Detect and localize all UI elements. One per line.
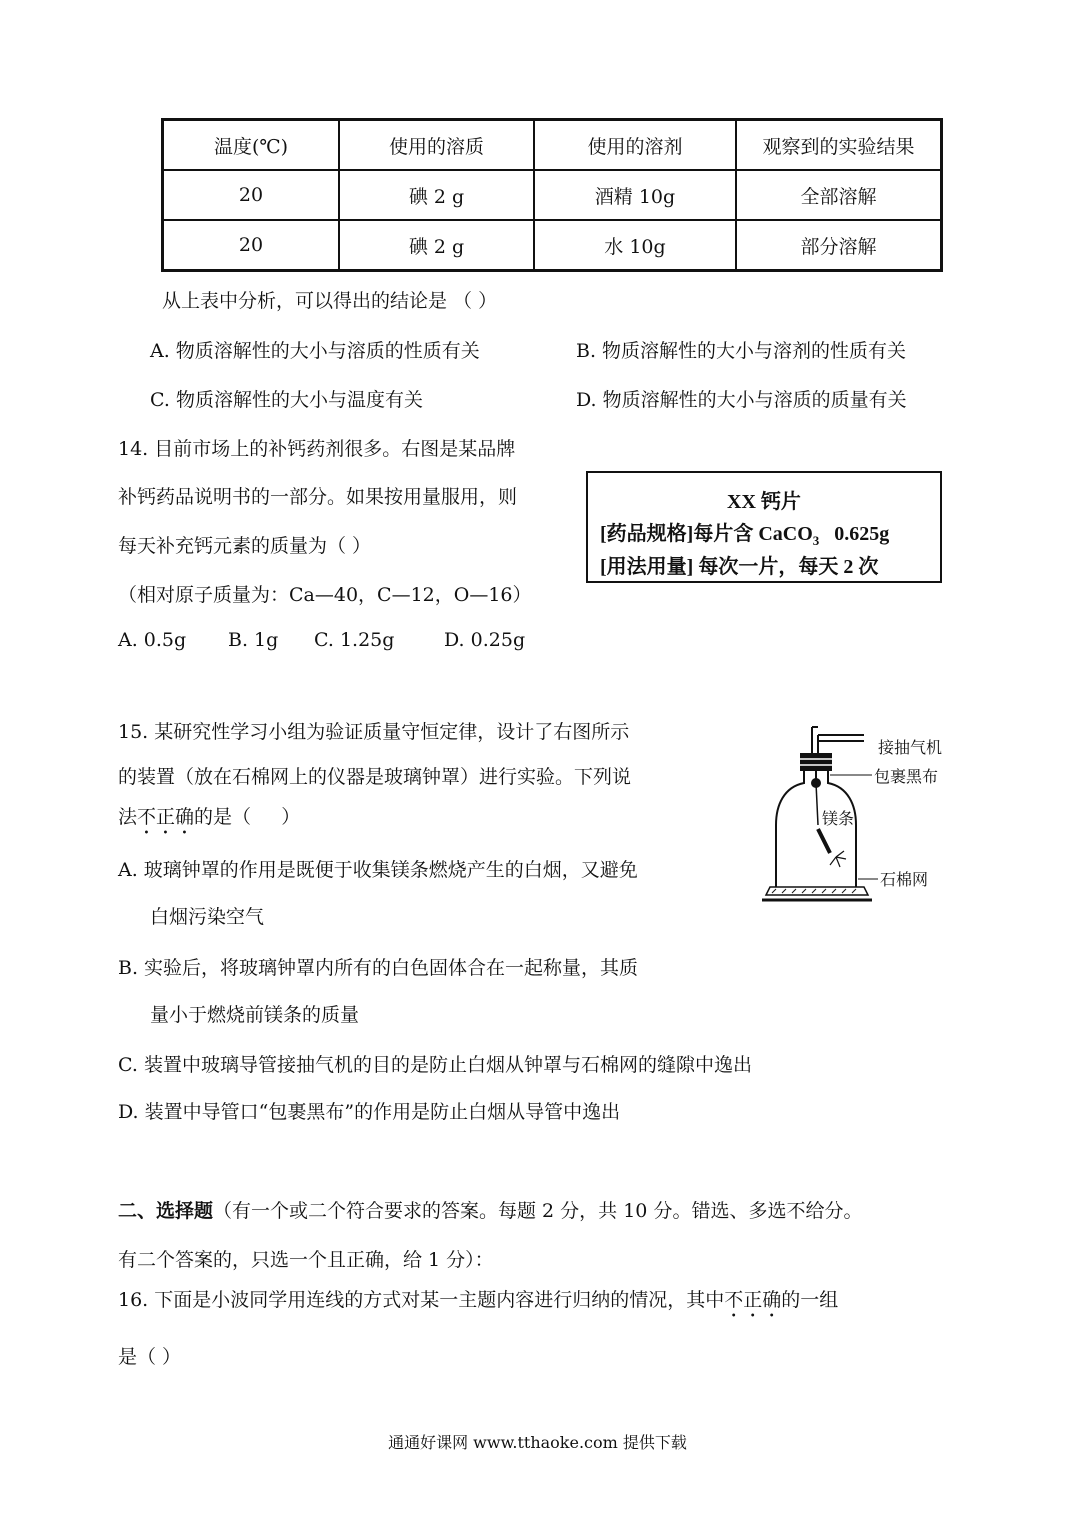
q15-option-d: D. 装置中导管口“包裹黑布”的作用是防止白烟从导管中逸出 bbox=[118, 1101, 621, 1123]
label-mesh: 石棉网 bbox=[880, 870, 929, 889]
section2-line1 bbox=[118, 1196, 862, 1223]
label-cloth: 包裹黑布 bbox=[874, 767, 939, 786]
solubility-table bbox=[161, 118, 943, 272]
table-cell: 碘 2 g bbox=[339, 170, 534, 220]
stopper-shape bbox=[800, 753, 832, 771]
table-row bbox=[163, 220, 942, 271]
asbestos-mesh-shape bbox=[766, 887, 868, 895]
q13-option-b: B. 物质溶解性的大小与溶剂的性质有关 bbox=[576, 340, 907, 362]
label-usage: [用法用量] 每次一片，每天 2 次 bbox=[600, 556, 879, 578]
table-row bbox=[163, 170, 942, 220]
q15-option-a-line2: 白烟污染空气 bbox=[150, 906, 265, 928]
apparatus-figure bbox=[760, 725, 960, 910]
table-header-row bbox=[163, 120, 942, 171]
table-header-cell: 观察到的实验结果 bbox=[736, 120, 942, 171]
section2-desc: （有一个或二个符合要求的答案。每题 2 分，共 10 分。错选、多选不给分。 bbox=[213, 1200, 863, 1222]
table-cell: 酒精 10g bbox=[534, 170, 736, 220]
q14-line3: 每天补充钙元素的质量为（ ） bbox=[118, 535, 372, 557]
q15-option-c: C. 装置中玻璃导管接抽气机的目的是防止白烟从钟罩与石棉网的缝隙中逸出 bbox=[118, 1054, 752, 1076]
q13-option-c: C. 物质溶解性的大小与温度有关 bbox=[150, 389, 423, 411]
q14-line1: 14. 目前市场上的补钙药剂很多。右图是某品牌 bbox=[118, 438, 516, 460]
q16-line2: 是（ ） bbox=[118, 1346, 182, 1368]
table-header-cell: 温度(℃) bbox=[163, 120, 340, 171]
table-cell: 20 bbox=[163, 170, 340, 220]
table-cell: 水 10g bbox=[534, 220, 736, 271]
label-magnesium: 镁条 bbox=[822, 809, 855, 828]
q14-option-d: D. 0.25g bbox=[444, 629, 526, 651]
section2-line2: 有二个答案的，只选一个且正确，给 1 分）： bbox=[118, 1249, 494, 1271]
table-cell: 全部溶解 bbox=[736, 170, 942, 220]
table-cell: 部分溶解 bbox=[736, 220, 942, 271]
table-header-cell: 使用的溶剂 bbox=[534, 120, 736, 171]
table-header-cell: 使用的溶质 bbox=[339, 120, 534, 171]
magnesium-strip-shape bbox=[818, 829, 830, 853]
q16-line1: 16. 下面是小波同学用连线的方式对某一主题内容进行归纳的情况，其中不正确的一组 bbox=[118, 1289, 839, 1311]
section2-title: 二、选择题 bbox=[118, 1200, 214, 1222]
calcium-tablet-label bbox=[586, 471, 942, 583]
q15-line3: 法不正确的是（ ） bbox=[118, 806, 301, 828]
label-title: XX 钙片 bbox=[727, 491, 801, 513]
page-footer: 通通好课网 www.tthaoke.com 提供下载 bbox=[388, 1433, 687, 1452]
q14-option-c: C. 1.25g bbox=[314, 629, 395, 651]
spark-icon bbox=[830, 851, 846, 867]
q14-option-a: A. 0.5g bbox=[118, 629, 187, 651]
q13-option-a: A. 物质溶解性的大小与溶质的性质有关 bbox=[150, 340, 480, 362]
q14-line4: （相对原子质量为：Ca—40，C—12，O—16） bbox=[118, 584, 532, 606]
q15-line2: 的装置（放在石棉网上的仪器是玻璃钟罩）进行实验。下列说 bbox=[118, 766, 632, 788]
q15-option-b-line1: B. 实验后，将玻璃钟罩内所有的白色固体合在一起称量，其质 bbox=[118, 957, 639, 979]
table-cell: 20 bbox=[163, 220, 340, 271]
label-spec: [药品规格]每片含 CaCO$_3$ 0.625g bbox=[600, 523, 890, 548]
q15-option-a-line1: A. 玻璃钟罩的作用是既便于收集镁条燃烧产生的白烟，又避免 bbox=[118, 859, 638, 881]
q14-line2: 补钙药品说明书的一部分。如果按用量服用，则 bbox=[118, 486, 518, 508]
label-pump: 接抽气机 bbox=[878, 738, 943, 757]
q15-option-b-line2: 量小于燃烧前镁条的质量 bbox=[150, 1004, 360, 1026]
q15-line1: 15. 某研究性学习小组为验证质量守恒定律，设计了右图所示 bbox=[118, 721, 630, 743]
q13-stem: 从上表中分析，可以得出的结论是 （ ） bbox=[162, 290, 498, 312]
table-cell: 碘 2 g bbox=[339, 220, 534, 271]
q13-option-d: D. 物质溶解性的大小与溶质的质量有关 bbox=[576, 389, 907, 411]
q14-option-b: B. 1g bbox=[228, 629, 279, 651]
